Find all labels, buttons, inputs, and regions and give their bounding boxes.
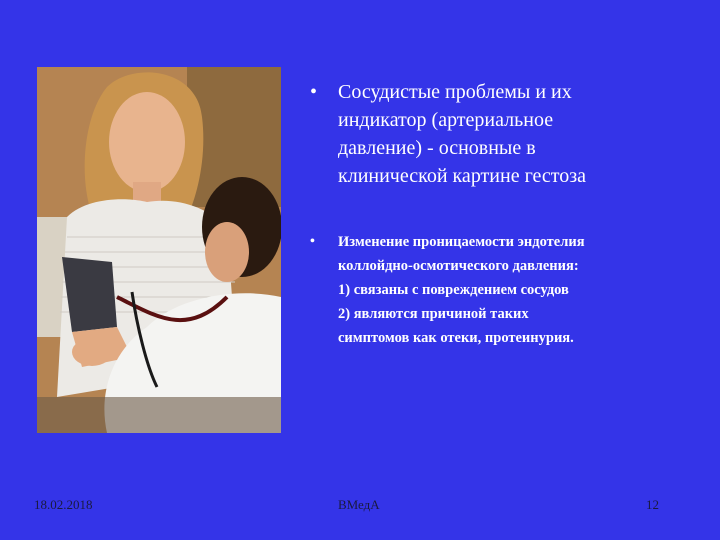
footer-date: 18.02.2018 [34, 497, 93, 512]
bullet-line: симптомов как отеки, протеинурия. [338, 330, 574, 346]
slide-number: 12 [646, 497, 659, 512]
blood-pressure-photo [37, 67, 281, 433]
bullet-line: Изменение проницаемости эндотелия [338, 234, 585, 250]
bullet-line: давление) - основные в [338, 137, 536, 159]
photo-illustration [37, 67, 281, 433]
bullet-line: коллойдно-осмотического давления: [338, 258, 579, 274]
bullet-line: 1) связаны с повреждением сосудов [338, 282, 569, 298]
bullet-item [308, 78, 708, 190]
bullet-line: индикатор (артериальное [338, 109, 554, 131]
bullet-marker: • [310, 234, 315, 249]
footer-organization: ВМедА [338, 497, 380, 512]
bullet-item [308, 230, 708, 350]
bullet-line: Сосудистые проблемы и их [338, 81, 572, 103]
bullet-line: клинической картине гестоза [338, 165, 587, 187]
bullet-list [308, 78, 708, 350]
bullet-line: 2) являются причиной таких [338, 306, 529, 322]
bullet-marker: • [310, 81, 318, 103]
